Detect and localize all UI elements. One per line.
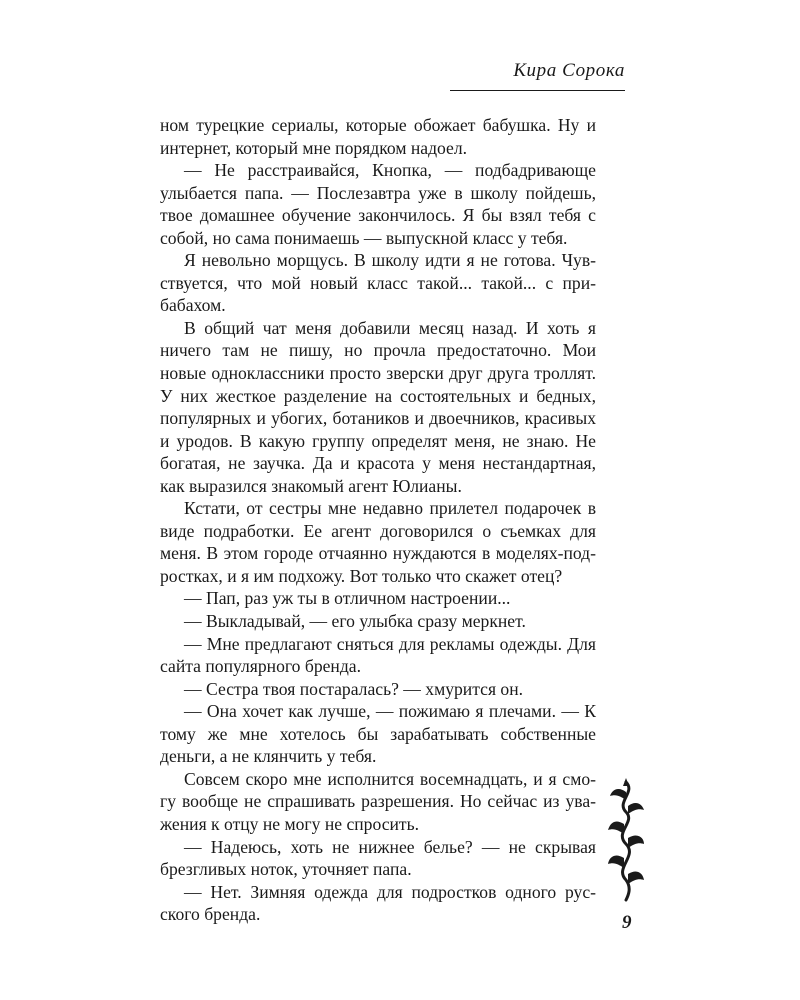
paragraph-13: — Нет. Зимняя одежда для подростков одного русского бренда. (160, 881, 596, 925)
paragraph-5: Кстати, от сестры мне недавно прилетел подарочек в виде подработки. Ее агент договорился о съемках для меня. В этом городе отчаянно нуждаются в моделях-подростках, и я им подхожу. Вот только что скажет отец? (160, 498, 596, 586)
paragraph-3: Я невольно морщусь. В школу идти я не готова. Чувствуется, что мой новый класс такой... такой... с прибабахом. (160, 250, 596, 316)
paragraph-10: — Она хочет как лучше, — пожимаю я плечами. — К тому же мне хотелось бы зарабатывать собственные деньги, а не клянчить у тебя. (160, 701, 596, 767)
paragraph-9: — Сестра твоя постаралась? — хмурится он. (184, 678, 524, 699)
paragraph-4: В общий чат меня добавили месяц назад. И хоть я ничего там не пишу, но прочла предостаточно. Мои новые одноклассники просто зверски друг друга троллят. У них жесткое разделение на состоятельных и бедных, популярных и убогих, ботаников и двоечников, красивых и уродов. В какую группу определят меня, не знаю. Не богатая, не заучка. Да и красота у меня нестандартная, как выразился знакомый агент Юлианы. (160, 317, 596, 496)
paragraph-12: — Надеюсь, хоть не нижнее белье? — не скрывая брезгливых ноток, уточняет папа. (160, 836, 596, 880)
header-rule (450, 90, 625, 91)
running-header (120, 60, 625, 86)
page-number: 9 (622, 912, 632, 933)
paragraph-8: — Мне предлагают сняться для рекламы одежды. Для сайта популярного бренда. (160, 633, 596, 677)
paragraph-6: — Пап, раз уж ты в отличном настроении... (184, 588, 511, 609)
paragraph-7: — Выкладывай, — его улыбка сразу меркнет. (184, 611, 526, 632)
thorny-vine-ornament-icon (606, 778, 646, 903)
paragraph-2: — Не расстраивайся, Кнопка, — подбадривающе улыбается папа. — Послезавтра уже в школу пойдешь, твое домашнее обучение закончилось. Я бы взял тебя с собой, но сама понимаешь — выпускной класс у тебя. (160, 160, 596, 248)
body-text (160, 114, 596, 926)
paragraph-1: ном турецкие сериалы, которые обожает бабушка. Ну и интернет, который мне порядком надоел. (160, 115, 596, 158)
paragraph-11: Совсем скоро мне исполнится восемнадцать, и я смогу вообще не спрашивать разрешения. Но сейчас из уважения к отцу не могу не спросить. (160, 768, 596, 834)
running-header-author: Кира Сорока (513, 60, 625, 81)
